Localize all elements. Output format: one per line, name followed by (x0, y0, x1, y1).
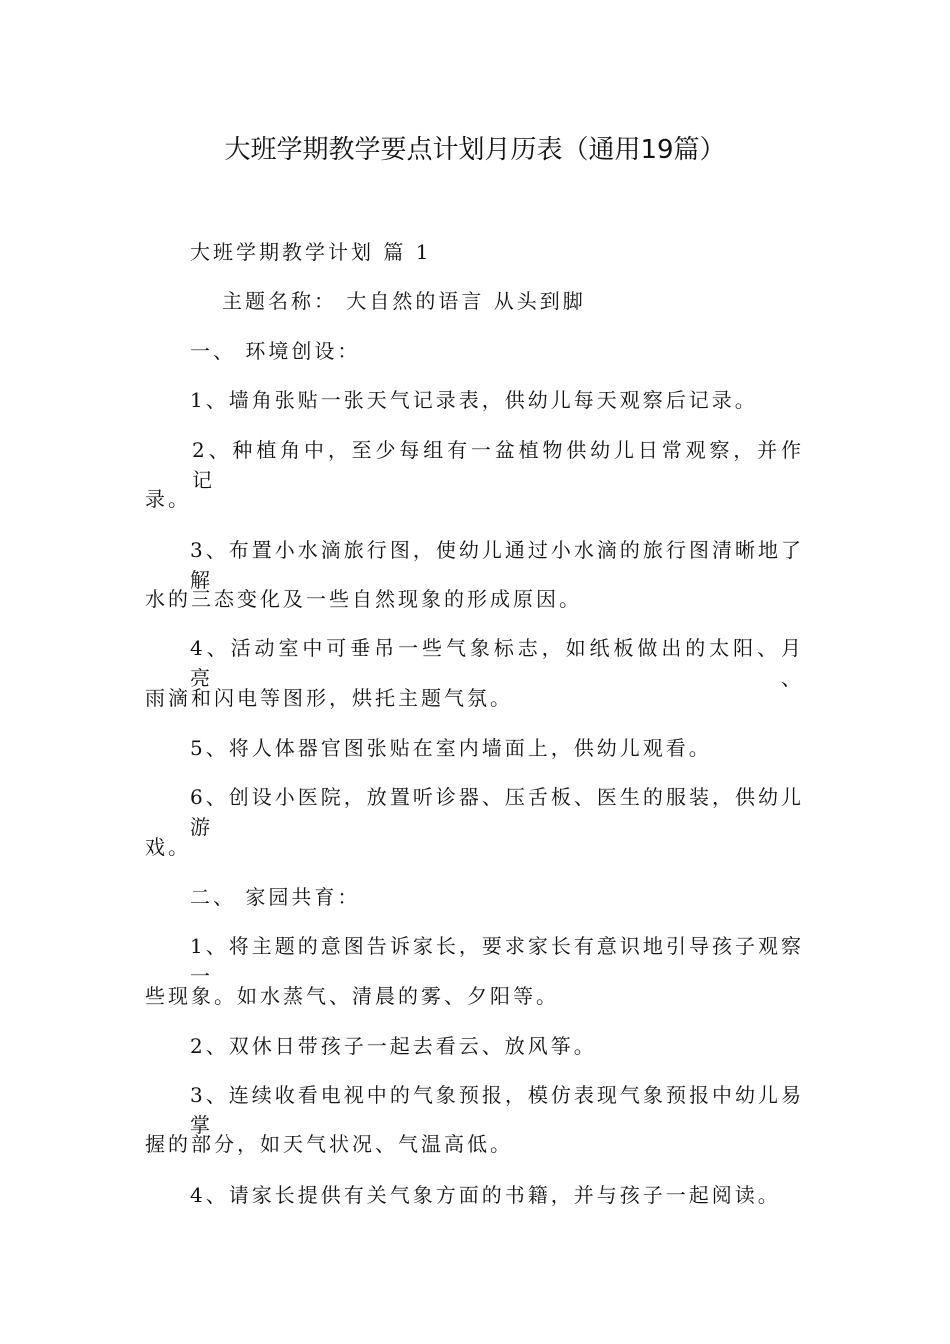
home-item-1-cont: 些现象。如水蒸气、清晨的雾、夕阳等。 (145, 984, 559, 1008)
env-item-1: 1、墙角张贴一张天气记录表，供幼儿每天观察后记录。 (190, 388, 758, 412)
env-item-4-cont: 雨滴和闪电等图形，烘托主题气氛。 (145, 686, 513, 710)
home-item-1: 1、将主题的意图告诉家长，要求家长有意识地引导孩子观察一 (190, 934, 804, 988)
env-item-2-cont: 录。 (145, 487, 191, 511)
home-item-4: 4、请家长提供有关气象方面的书籍，并与孩子一起阅读。 (190, 1183, 781, 1207)
section-heading: 大班学期教学计划 篇 1 (190, 240, 432, 264)
env-item-6-cont: 戏。 (145, 835, 191, 859)
env-item-3: 3、布置小水滴旅行图，使幼儿通过小水滴的旅行图清晰地了解 (190, 538, 804, 592)
theme-line: 主题名称： 大自然的语言 从头到脚 (222, 289, 586, 313)
env-item-3-cont: 水的三态变化及一些自然现象的形成原因。 (145, 587, 582, 611)
home-heading: 二、 家园共育： (190, 885, 361, 909)
env-item-6: 6、创设小医院，放置听诊器、压舌板、医生的服装，供幼儿游 (190, 785, 804, 839)
env-heading: 一、 环境创设： (190, 339, 361, 363)
env-item-4: 4、活动室中可垂吊一些气象标志，如纸板做出的太阳、月亮、 (190, 636, 804, 690)
home-item-2: 2、双休日带孩子一起去看云、放风筝。 (190, 1034, 597, 1058)
home-item-3: 3、连续收看电视中的气象预报，模仿表现气象预报中幼儿易掌 (190, 1083, 804, 1137)
env-item-2: 2、种植角中，至少每组有一盆植物供幼儿日常观察，并作记 (192, 438, 804, 492)
document-title: 大班学期教学要点计划月历表（通用19篇） (224, 135, 726, 165)
home-item-3-cont: 握的部分，如天气状况、气温高低。 (145, 1132, 513, 1156)
env-item-5: 5、将人体器官图张贴在室内墙面上，供幼儿观看。 (190, 736, 712, 760)
